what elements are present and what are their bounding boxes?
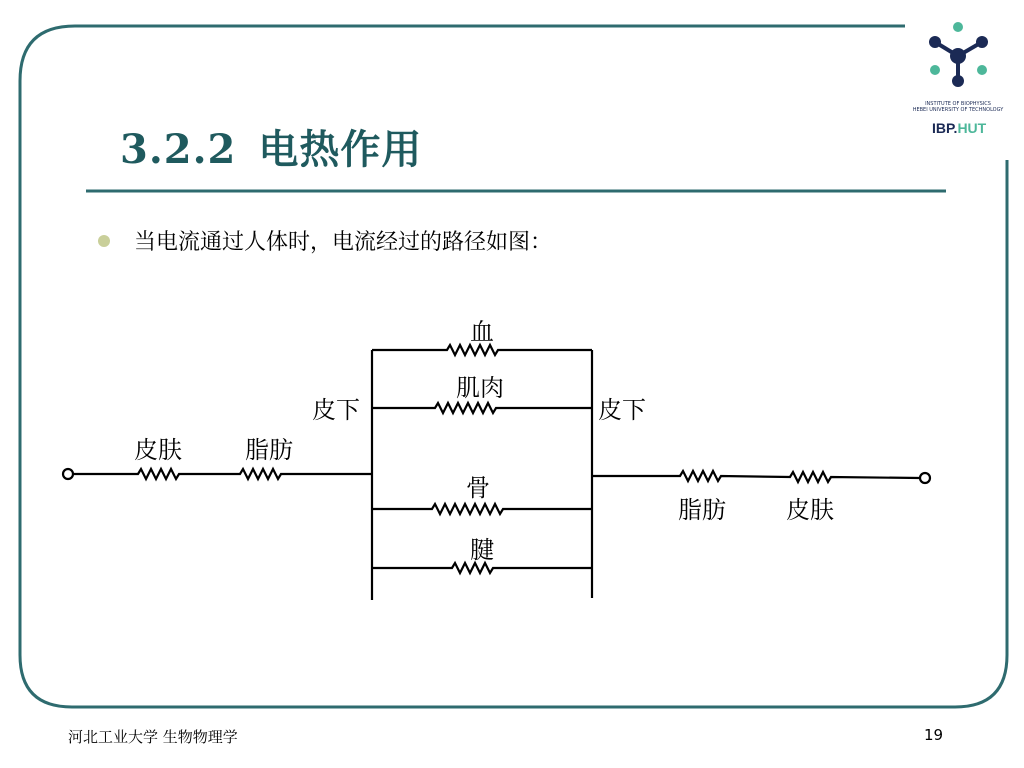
right-terminal xyxy=(920,473,930,483)
left-terminal xyxy=(63,469,73,479)
branch-bone xyxy=(372,504,592,514)
bullet-text: 当电流通过人体时，电流经过的路径如图： xyxy=(134,230,553,255)
footer-institution: 河北工业大学 生物物理学 xyxy=(68,728,238,746)
label-blood: 血 xyxy=(470,318,494,346)
label-muscle: 肌肉 xyxy=(456,374,504,402)
page-number: 19 xyxy=(924,726,944,744)
label-subcutaneous-left: 皮下 xyxy=(312,396,360,424)
right-main-wire xyxy=(592,471,920,482)
label-skin-right: 皮肤 xyxy=(786,496,834,524)
logo-brand-main: IBP. xyxy=(932,120,958,136)
left-main-wire xyxy=(73,469,372,479)
label-bone: 骨 xyxy=(466,474,490,502)
label-skin-left: 皮肤 xyxy=(134,436,182,464)
logo-brand-accent: HUT xyxy=(957,120,987,136)
label-subcutaneous-right: 皮下 xyxy=(598,396,646,424)
title-number: 3.2.2 xyxy=(120,126,237,173)
label-fat-left: 脂肪 xyxy=(245,436,293,464)
label-fat-right: 脂肪 xyxy=(678,496,726,524)
title-text: 电热作用 xyxy=(258,126,423,173)
branch-muscle xyxy=(372,403,592,413)
logo-line1: INSTITUTE OF BIOPHYSICS xyxy=(925,101,991,107)
label-tendon: 腱 xyxy=(470,536,494,564)
logo-line2: HEBEI UNIVERSITY OF TECHNOLOGY xyxy=(912,107,1004,113)
